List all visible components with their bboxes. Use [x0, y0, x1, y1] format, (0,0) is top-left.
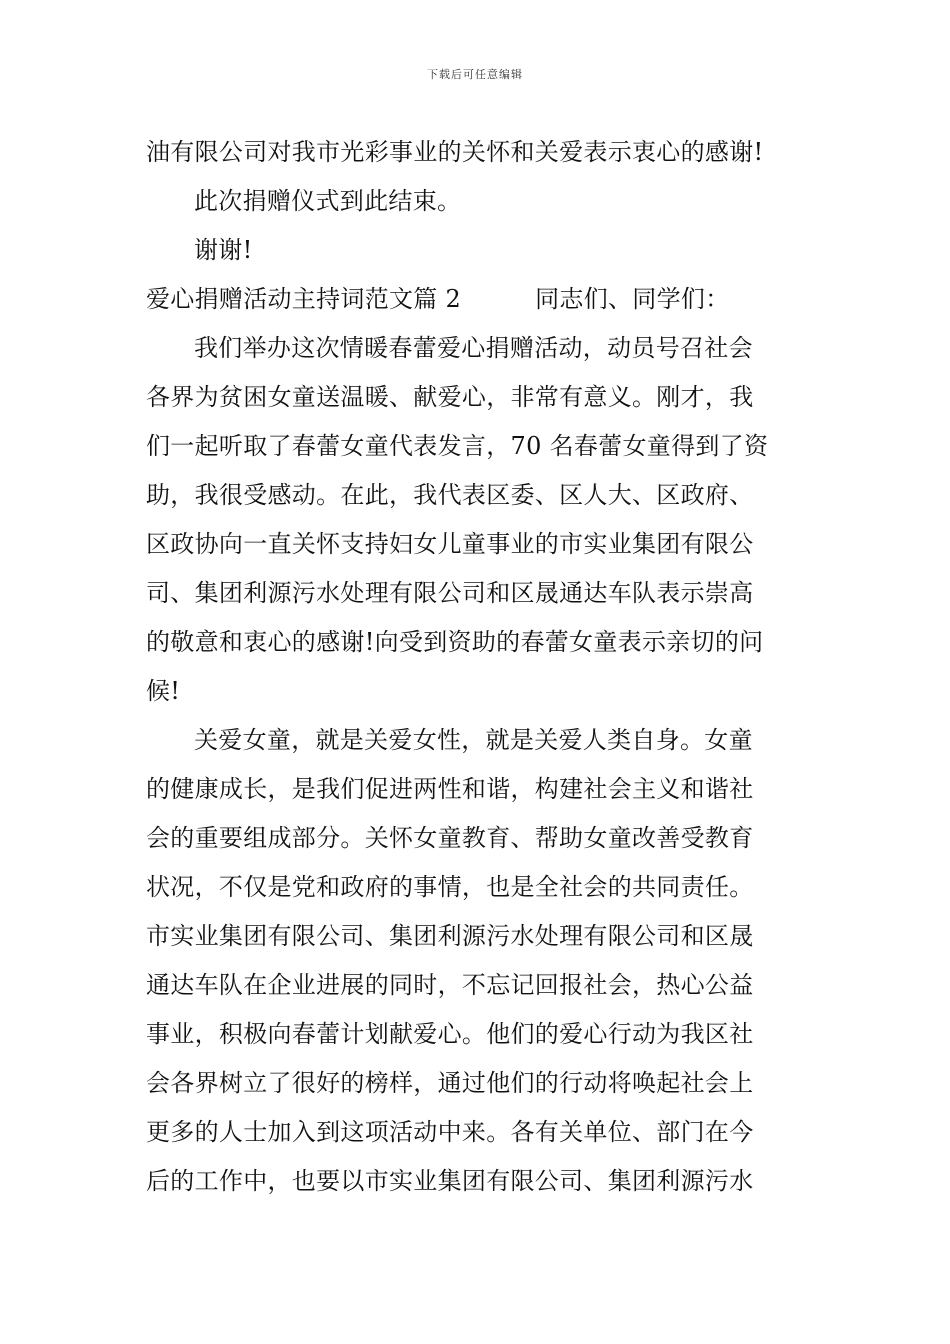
text-line: 会的重要组成部分。关怀女童教育、帮助女童改善受教育: [146, 824, 754, 852]
text-line: 的健康成长，是我们促进两性和谐，构建社会主义和谐社: [146, 775, 754, 803]
document-body: [146, 128, 808, 1206]
text-line: 此次捐赠仪式到此结束。: [194, 187, 462, 215]
text-line: 后的工作中，也要以市实业集团有限公司、集团利源污水: [146, 1167, 754, 1195]
section-greeting: 同志们、同学们：: [535, 285, 730, 313]
text-line: 事业，积极向春蕾计划献爱心。他们的爱心行动为我区社: [146, 1020, 754, 1048]
text-line: 助，我很受感动。在此，我代表区委、区人大、区政府、: [146, 481, 754, 509]
text-line: 们一起听取了春蕾女童代表发言，70 名春蕾女童得到了资: [146, 432, 769, 460]
text-line: 候!: [146, 677, 181, 705]
text-line: 关爱女童，就是关爱女性，就是关爱人类自身。女童: [194, 726, 753, 754]
text-line: 状况，不仅是党和政府的事情，也是全社会的共同责任。: [146, 873, 754, 901]
text-line: 区政协向一直关怀支持妇女儿童事业的市实业集团有限公: [146, 530, 754, 558]
text-line: 司、集团利源污水处理有限公司和区晟通达车队表示崇高: [146, 579, 754, 607]
text-line: 我们举办这次情暖春蕾爱心捐赠活动，动员号召社会: [194, 334, 753, 362]
text-line: 的敬意和衷心的感谢!向受到资助的春蕾女童表示亲切的问: [146, 628, 764, 656]
text-line: 会各界树立了很好的榜样，通过他们的行动将唤起社会上: [146, 1069, 754, 1097]
text-line: 更多的人士加入到这项活动中来。各有关单位、部门在今: [146, 1118, 754, 1146]
text-line: 谢谢!: [194, 236, 253, 264]
section-heading: [146, 275, 808, 324]
text-line: 市实业集团有限公司、集团利源污水处理有限公司和区晟: [146, 922, 754, 950]
text-line: 油有限公司对我市光彩事业的关怀和关爱表示衷心的感谢!: [146, 138, 764, 166]
text-line: 通达车队在企业进展的同时，不忘记回报社会，热心公益: [146, 971, 754, 999]
text-line: 各界为贫困女童送温暖、献爱心，非常有意义。刚才，我: [146, 383, 754, 411]
page-header: 下载后可任意编辑: [427, 68, 523, 81]
section-title: 爱心捐赠活动主持词范文篇 2: [146, 285, 462, 313]
